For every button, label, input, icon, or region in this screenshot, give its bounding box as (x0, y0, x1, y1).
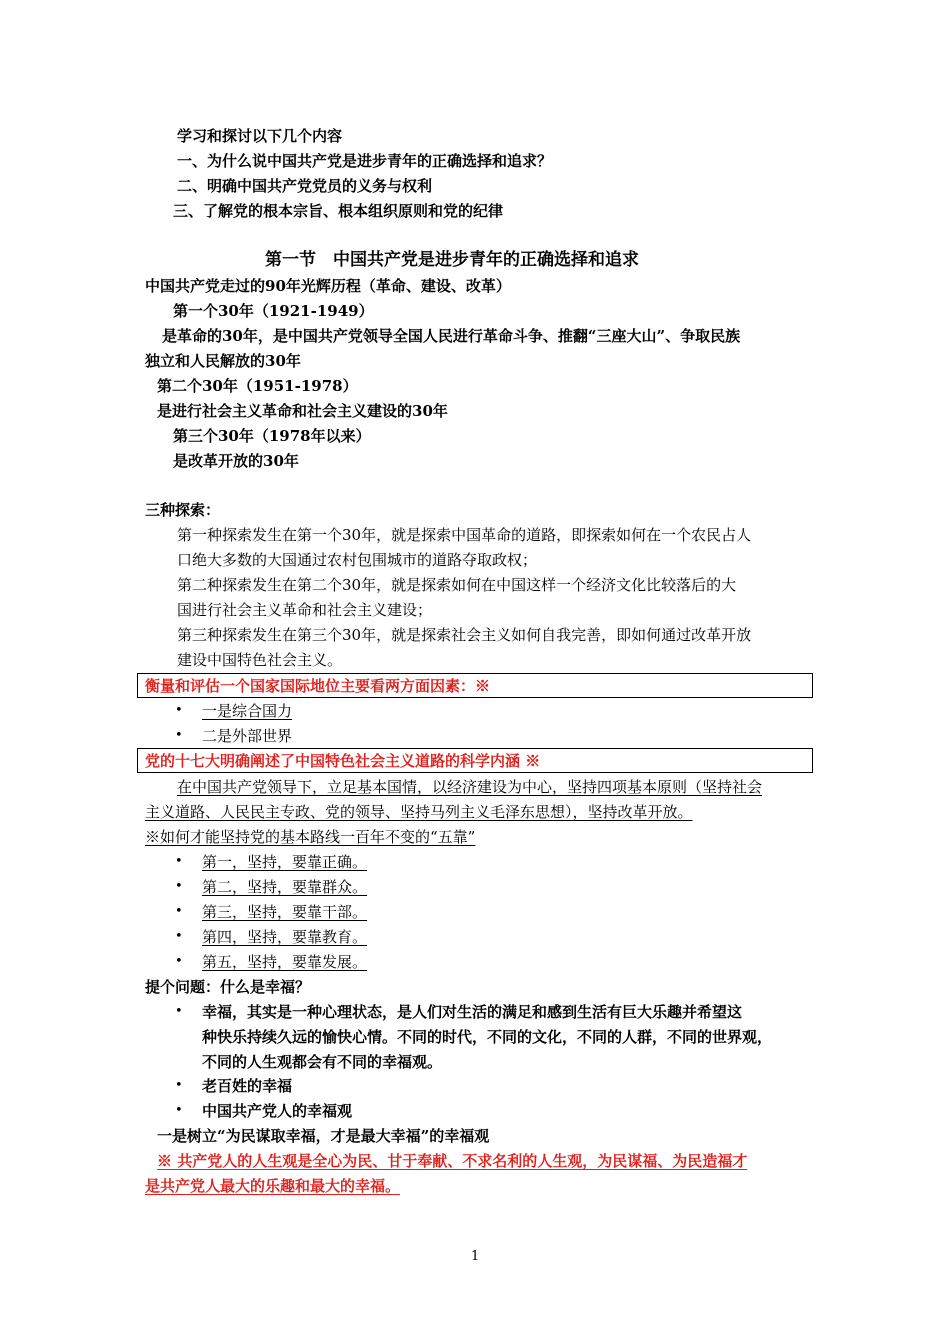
status-box-title: 衡量和评估一个国家国际地位主要看两方面因素：※ (145, 677, 491, 695)
happiness-item: 老百姓的幸福 (202, 1077, 293, 1095)
path-desc: 在中国共产党领导下，立足基本国情，以经济建设为中心，坚持四项基本原则（坚持社会 (177, 778, 763, 796)
bullet-icon: • (175, 1103, 183, 1118)
period2-desc: 是进行社会主义革命和社会主义建设的30年 (157, 402, 448, 420)
five-relies-item: 第三，坚持，要靠干部。 (202, 903, 368, 921)
bullet-icon: • (175, 854, 183, 869)
path-box-title: 党的十七大明确阐述了中国特色社会主义道路的科学内涵 ※ (145, 752, 541, 770)
happiness-definition-cont: 不同的人生观都会有不同的幸福观。 (202, 1053, 443, 1071)
party-happiness-note: ※ 共产党人的人生观是全心为民、甘于奉献、不求名利的人生观，为民谋福、为民造福才 (157, 1152, 748, 1170)
explore-paragraph-cont: 建设中国特色社会主义。 (177, 651, 343, 669)
bullet-icon: • (175, 879, 183, 894)
five-relies-item: 第五，坚持，要靠发展。 (202, 953, 368, 971)
section-title: 第一节 中国共产党是进步青年的正确选择和追求 (265, 250, 639, 270)
explore-paragraph-cont: 口绝大多数的大国通过农村包围城市的道路夺取政权； (177, 551, 538, 569)
happiness-definition-cont: 种快乐持续久远的愉快心情。不同的时代，不同的文化，不同的人群，不同的世界观， (202, 1028, 773, 1046)
intro-item: 三、了解党的根本宗旨、根本组织原则和党的纪律 (173, 202, 504, 220)
period1-label: 第一个30年（1921-1949） (173, 302, 374, 320)
explore-heading: 三种探索： (145, 501, 221, 519)
happiness-definition: 幸福，其实是一种心理状态，是人们对生活的满足和感到生活有巨大乐趣并希望这 (202, 1003, 743, 1021)
period1-desc: 是革命的30年，是中国共产党领导全国人民进行革命斗争、推翻“三座大山”、争取民族 (162, 327, 741, 345)
period2-label: 第二个30年（1951-1978） (157, 377, 358, 395)
happiness-item: 中国共产党人的幸福观 (202, 1102, 353, 1120)
intro-item: 二、明确中国共产党党员的义务与权利 (177, 177, 433, 195)
explore-paragraph: 第二种探索发生在第二个30年，就是探索如何在中国这样一个经济文化比较落后的大 (177, 576, 737, 594)
explore-paragraph-cont: 国进行社会主义革命和社会主义建设； (177, 601, 433, 619)
five-relies-item: 第二，坚持，要靠群众。 (202, 878, 368, 896)
history-heading: 中国共产党走过的90年光辉历程（革命、建设、改革） (145, 277, 511, 295)
bullet-icon: • (175, 929, 183, 944)
bullet-icon: • (175, 1078, 183, 1093)
bullet-icon: • (175, 728, 183, 743)
bullet-icon: • (175, 1004, 183, 1019)
intro-heading: 学习和探讨以下几个内容 (177, 127, 343, 145)
explore-paragraph: 第三种探索发生在第三个30年，就是探索社会主义如何自我完善，即如何通过改革开放 (177, 626, 752, 644)
period3-desc: 是改革开放的30年 (173, 452, 299, 470)
five-relies-question: ※如何才能坚持党的基本路线一百年不变的“五靠” (145, 828, 476, 846)
period1-desc-cont: 独立和人民解放的30年 (145, 352, 301, 370)
period3-label: 第三个30年（1978年以来） (173, 427, 371, 445)
bullet-icon: • (175, 904, 183, 919)
intro-item: 一、为什么说中国共产党是进步青年的正确选择和追求？ (177, 152, 553, 170)
explore-paragraph: 第一种探索发生在第一个30年，就是探索中国革命的道路，即探索如何在一个农民占人 (177, 526, 752, 544)
happiness-first: 一是树立“为民谋取幸福，才是最大幸福”的幸福观 (157, 1127, 490, 1145)
path-desc-cont: 主义道路、人民民主专政、党的领导、坚持马列主义毛泽东思想），坚持改革开放。 (145, 803, 693, 821)
party-happiness-note-cont: 是共产党人最大的乐趣和最大的幸福。 (145, 1177, 401, 1195)
page-number: 1 (471, 1249, 480, 1264)
five-relies-item: 第一，坚持，要靠正确。 (202, 853, 368, 871)
happiness-question: 提个问题：什么是幸福？ (145, 978, 311, 996)
status-item: 二是外部世界 (202, 727, 293, 745)
five-relies-item: 第四，坚持，要靠教育。 (202, 928, 368, 946)
bullet-icon: • (175, 703, 183, 718)
status-item: 一是综合国力 (202, 702, 293, 720)
bullet-icon: • (175, 954, 183, 969)
